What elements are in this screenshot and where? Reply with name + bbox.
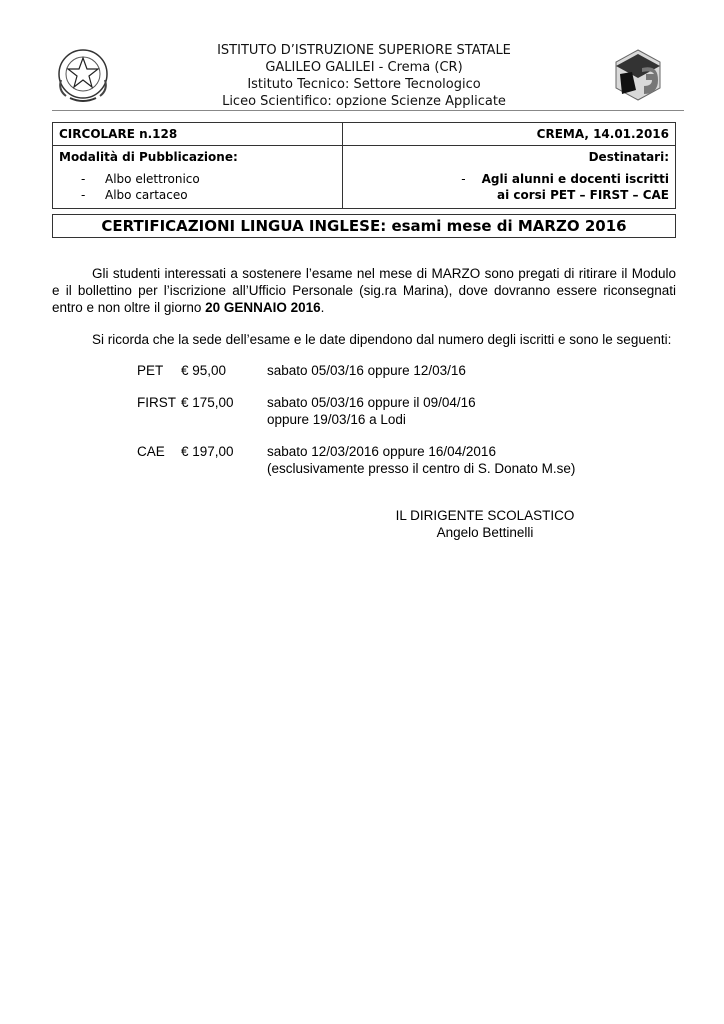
list-item: - Albo elettronico [81, 172, 200, 186]
exam-name: CAE [137, 444, 165, 459]
institute-sector: Istituto Tecnico: Settore Tecnologico [247, 77, 481, 92]
list-item: - Albo cartaceo [81, 188, 188, 202]
exam-dates-extra: (esclusivamente presso il centro di S. Donato M.se) [267, 461, 576, 476]
deadline-date: 20 GENNAIO 2016 [205, 300, 321, 315]
institute-header-text [122, 42, 606, 110]
exam-price: € 175,00 [181, 395, 234, 410]
header-divider [52, 110, 684, 111]
exam-name: PET [137, 363, 164, 378]
publication-list [59, 171, 336, 203]
recipients-cell [342, 146, 675, 209]
circular-info-table [52, 122, 676, 209]
institute-name: ISTITUTO D’ISTRUZIONE SUPERIORE STATALE [217, 43, 511, 58]
recipients-line: Agli alunni e docenti iscritti [481, 172, 669, 186]
exam-dates-extra: oppure 19/03/16 a Lodi [267, 412, 406, 427]
publication-label: Modalità di Pubblicazione: [59, 150, 238, 164]
exam-dates: sabato 05/03/16 oppure 12/03/16 [267, 363, 466, 378]
institute-liceo: Liceo Scientifico: opzione Scienze Applicate [222, 94, 506, 109]
school-logo-icon [608, 44, 668, 106]
paragraph-instructions: Gli studenti interessati a sostenere l’esame nel mese di MARZO sono pregati di ritirare il Modulo e il bollettino per l’iscrizione all’Ufficio Personale (sig.ra Marina), dove dovranno essere riconsegnati entro e non oltre il giorno 20 GENNAIO 2016. [52, 266, 676, 315]
document-title: CERTIFICAZIONI LINGUA INGLESE: esami mese di MARZO 2016 [52, 214, 676, 238]
recipients-list: - Agli alunni e docenti iscritti ai corsi PET – FIRST – CAE [349, 171, 669, 203]
signature-block [380, 507, 590, 541]
exam-dates: sabato 05/03/16 oppure il 09/04/16 [267, 395, 476, 410]
recipients-label: Destinatari: [588, 150, 669, 164]
exam-price: € 95,00 [181, 363, 227, 378]
exam-dates: sabato 12/03/2016 oppure 16/04/2016 [267, 444, 496, 459]
signature-role: IL DIRIGENTE SCOLASTICO [395, 508, 575, 523]
institute-subtitle: GALILEO GALILEI - Crema (CR) [265, 60, 463, 75]
circular-date: CREMA, 14.01.2016 [342, 123, 675, 146]
exam-name: FIRST [137, 395, 176, 410]
recipients-line: ai corsi PET – FIRST – CAE [496, 188, 669, 202]
paragraph-dates-intro: Si ricorda che la sede dell’esame e le date dipendono dal numero degli iscritti e sono le seguenti: [92, 332, 672, 347]
publication-cell [53, 146, 343, 209]
letterhead [52, 40, 676, 112]
italian-republic-emblem-icon [52, 44, 114, 106]
exam-price: € 197,00 [181, 444, 234, 459]
circular-number: CIRCOLARE n.128 [53, 123, 343, 146]
signature-name: Angelo Bettinelli [436, 525, 534, 540]
